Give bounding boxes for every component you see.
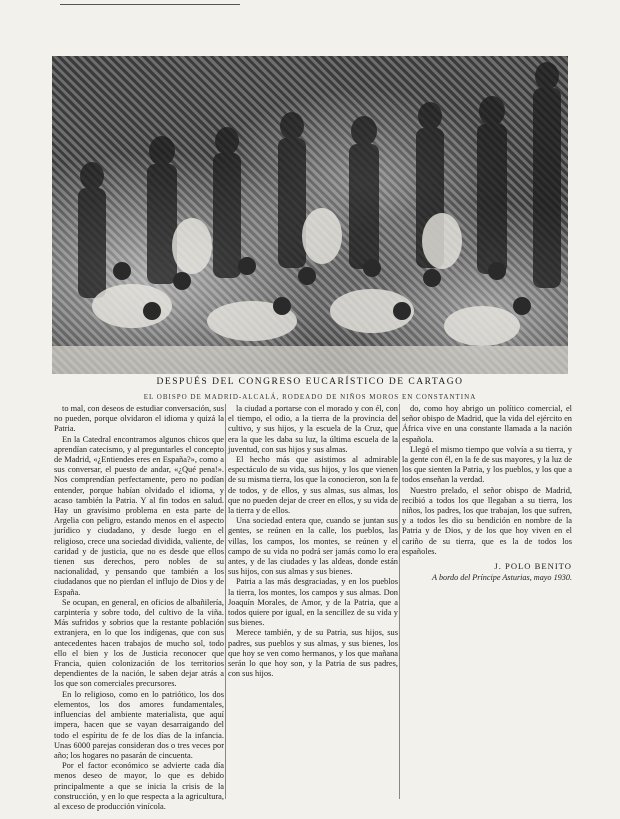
column-2-paragraph-5: Merece también, y de su Patria, sus hijos, sus padres, sus pueblos y sus almas, y sus bienes, los que hoy se ven como hermanos, y los que mañana serán lo que hoy son, y la Patria de sus padres, con sus hijos. <box>228 628 398 679</box>
column-2-paragraph-1: la ciudad a portarse con el morado y con él, con el tiempo, el odio, a la tierra de la provincia del cultivo, y sus hijos, y la escuela de la Cruz, que era la que les daba su luz, la última escuela de la juventud, con sus hijos y sus almas. <box>228 404 398 454</box>
dateline: A bordo del Príncipe Asturias, mayo 1930. <box>432 573 572 583</box>
column-2-paragraph-2: El hecho más que asistimos al admirable espectáculo de su vida, sus hijos, y los que vienen de su misma tierra, los que la conocieron, son la fe de todos, y de ellos, y sus almas, sus almas, los que no pueden dejar de creer en ellos, y su vida de la tierra y de ellos. <box>228 455 398 516</box>
column-1-paragraph-3: Se ocupan, en general, en oficios de albañilería, carpintería y sobre todo, del cultivo de la viña. Más sufridos y sobrios que la restante población extranjera, en lo que los indígenas, que con sus antecedentes hacen trabajos de mucho sol, todo ello el bien y los de Justicia reconocer que Francia, quien colonización de los territorios dependientes de la nación, le saben dejar atrás a los que son comerciales precursores. <box>54 597 224 689</box>
column-3-paragraph-2: Llegó el mismo tiempo que volvía a su tierra, y la gente con él, en la fe de sus mayores, y la luz de los que sienten la Patria, y los pueblos, y los que a todos enseñan la verdad. <box>402 444 572 485</box>
column-divider-1 <box>225 404 226 799</box>
article-column-2 <box>228 404 398 679</box>
column-3-paragraph-3: Nuestro prelado, el señor obispo de Madrid, recibió a todos los que llegaban a su tierra, los niños, los padres, los que trabajan, los que sufren, y a todos les dio su bendición en nombre de la Patria y de Dios, y de los que hoy viven en el cariño de su tierra, que es la de todos los españoles. <box>402 485 572 556</box>
column-2-paragraph-4: Patria a las más desgraciadas, y en los pueblos la tierra, los montes, los campos y sus almas. Don Joaquín Morales, de Amor, y de la Patria, que a todos quiere por igual, en la sencillez de su vida y sus bienes. <box>228 577 398 628</box>
column-1-paragraph-2: En la Catedral encontramos algunos chicos que aprendían catecismo, y al preguntarles el concepto de Madrid, «¿Entiendes eres en España?», como a sus conversar, el puesto de andar, «¿Qué pena!». Nos comprendían perfectamente, pero no podían entender, porque habían olvidado el idioma, y acaso también la Patria. Y al fin todos en salud. Hay un gravísimo problema en esta parte de Argelia con peligro, estando menos en el aspecto jurídico y ciudadano, y desde luego en el religioso, crece una sociedad dividida, valiente, de caridad y de justicia, que no es desde que ellos tienen sus derechos, pero nobles de su nacionalidad, y pensando que también a los ciudadanos que no pierdan el influjo de Dios y de España. <box>54 434 224 597</box>
column-1-paragraph-5: Por el factor económico se advierte cada día menos deseo de mayor, lo que es debido principalmente a que se inicia la crisis de la construcción, y en lo que respecta a la agricultura, al exceso de producción vinícola. <box>54 761 224 811</box>
column-3-paragraph-1: do, como hoy abrigo un político comercial, el señor obispo de Madrid, que la vida del ejército en África vive en una constante llamada a la nación española. <box>402 404 572 444</box>
author-signature: J. POLO BENITO <box>494 561 572 572</box>
article-column-3 <box>402 404 572 583</box>
group-photograph <box>52 56 568 374</box>
column-divider-2 <box>399 404 400 799</box>
photo-caption-subtitle: EL OBISPO DE MADRID-ALCALÁ, RODEADO DE NIÑOS MOROS EN CONSTANTINA <box>143 393 477 401</box>
column-1-paragraph-1: to mal, con deseos de estudiar conversación, sus no pueden, porque olvidaron el idioma y quizá la Patria. <box>54 404 224 434</box>
top-rule <box>60 4 240 5</box>
column-1-paragraph-4: En lo religioso, como en lo patriótico, los dos elementos, los dos amores fundamentales, influencias del ambiente materialista, que aquí impera, hacen que se vayan desarraigando del todo el espíritu de fe de los días de la infancia. Unas 6000 parejas consideran dos o tres veces por año; los hogares no pasarán de cincuenta. <box>54 689 224 760</box>
article-column-1 <box>54 404 224 812</box>
column-2-paragraph-3: Una sociedad entera que, cuando se juntan sus gentes, se reúnen en la calle, los pueblos, las villas, los campos, los montes, se reúnen y el campo de su vida no podrá ser jamás como lo era antes, y de las ciudades y las aldeas, donde están sus hijos, con sus almas y sus bienes. <box>228 516 398 577</box>
photo-caption-title: DESPUÉS DEL CONGRESO EUCARÍSTICO DE CARTAGO <box>156 377 464 387</box>
photo-figures <box>52 56 568 374</box>
